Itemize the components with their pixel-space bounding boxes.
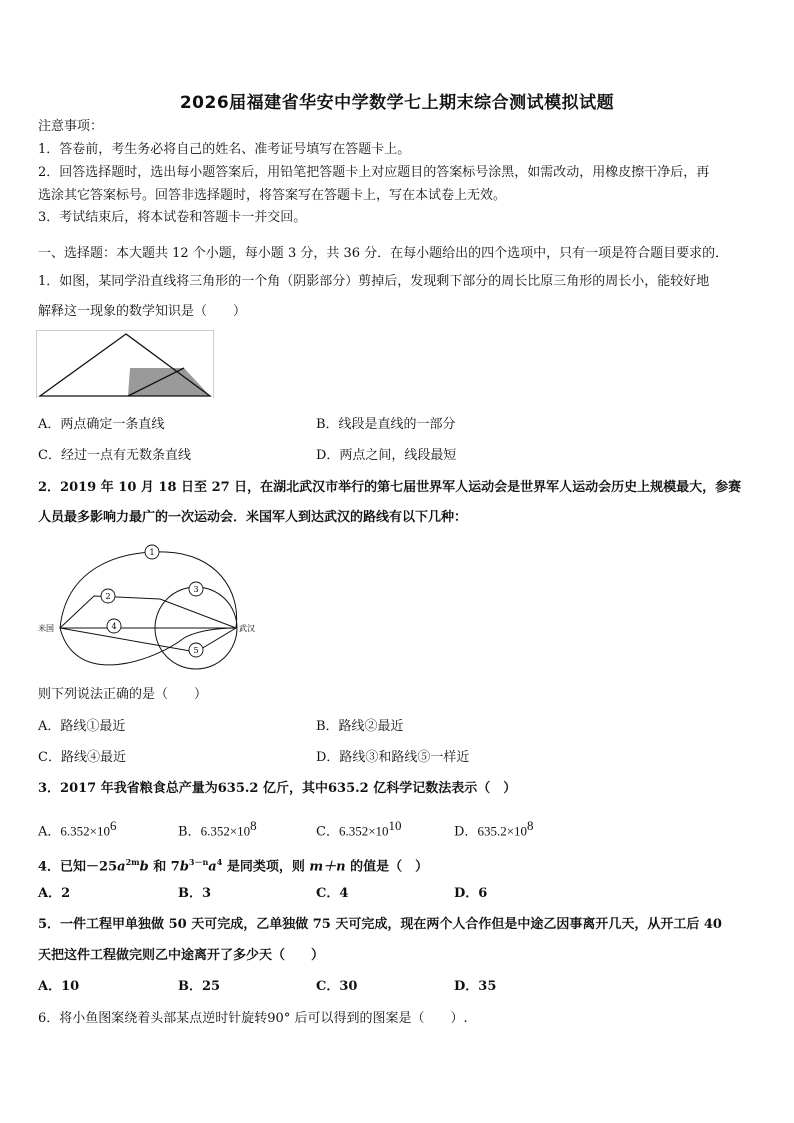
q3-option-b	[178, 817, 257, 841]
q2-option-b: B．路线②最近	[316, 719, 404, 734]
q4-stem	[38, 853, 428, 876]
q4-mid: 和 7	[148, 859, 180, 875]
q4-option-a: A．2	[38, 886, 71, 901]
q2-option-d: D．路线③和路线⑤一样近	[316, 750, 470, 765]
q1-stem-line2: 解释这一现象的数学知识是（ ）	[38, 304, 247, 319]
notice-item-2-cont: 选涂其它答案标号。回答非选择题时，将答案写在答题卡上，写在本试卷上无效。	[38, 188, 507, 203]
q4-exp-3-n: 3－n	[188, 857, 209, 867]
q4-option-c: C．4	[316, 886, 349, 901]
q1-option-c: C．经过一点有无数条直线	[38, 448, 191, 463]
q2-stem-line2: 人员最多影响力最广的一次运动会．米国军人到达武汉的路线有以下几种：	[38, 510, 468, 525]
route-4-label: 4	[111, 622, 117, 631]
q4-tail: 的值是（ ）	[345, 859, 429, 875]
q6-stem: 6．将小鱼图案绕着头部某点逆时针旋转90° 后可以得到的图案是（ ）.	[38, 1011, 468, 1026]
q5-option-a: A．10	[38, 979, 80, 994]
q2-question: 则下列说法正确的是（ ）	[38, 687, 208, 702]
q4-var-a1: a	[117, 859, 126, 875]
q4-var-a2: a	[208, 859, 217, 875]
q4-var-b2: b	[179, 859, 189, 875]
q3-option-b-label: B．	[178, 824, 201, 840]
q1-option-a: A．两点确定一条直线	[38, 417, 165, 432]
q4-mn: m＋n	[309, 859, 346, 875]
notice-item-2: 2．回答选择题时，选出每小题答案后，用铅笔把答题卡上对应题目的答案标号涂黑，如需改动，用橡皮擦干净后，再	[38, 165, 710, 180]
q3-option-a-base: 6.352×10	[60, 823, 110, 839]
q5-option-b: B．25	[178, 979, 221, 994]
q3-option-a-label: A．	[38, 824, 61, 840]
route-1-label: 1	[149, 548, 155, 557]
left-endpoint-label: 米国	[38, 624, 54, 633]
q4-suffix: 是同类项，则	[222, 859, 310, 875]
q3-option-b-exp: 8	[250, 818, 257, 833]
q4-option-b: B．3	[178, 886, 212, 901]
q3-option-c	[316, 817, 402, 841]
q3-option-d-label: D．	[454, 824, 478, 840]
q5-stem-line1: 5．一件工程甲单独做 50 天可完成，乙单独做 75 天可完成，现在两个人合作但是中途乙因事离开几天，从开工后 40	[38, 917, 722, 932]
route-4-curve	[60, 628, 236, 665]
q4-exp-4: 4	[216, 857, 223, 867]
q3-option-a	[38, 817, 116, 841]
q4-option-d: D．6	[454, 886, 488, 901]
q1-stem-line1: 1．如图，某同学沿直线将三角形的一个角（阴影部分）剪掉后，发现剩下部分的周长比原三角形的周长小，能较好地	[38, 274, 710, 289]
q4-var-b1: b	[139, 859, 149, 875]
section-heading: 一、选择题：本大题共 12 个小题，每小题 3 分，共 36 分．在每小题给出的四个选项中，只有一项是符合题目要求的．	[38, 246, 729, 261]
route-3-label: 3	[193, 585, 199, 594]
q3-option-d-base: 635.2×10	[477, 823, 528, 839]
q2-option-a: A．路线①最近	[38, 719, 126, 734]
q4-prefix: 4．已知－25	[38, 859, 118, 875]
page-title: 2026届福建省华安中学数学七上期末综合测试模拟试题	[179, 93, 615, 113]
q5-option-c: C．30	[316, 979, 358, 994]
notice-item-3: 3．考试结束后，将本试卷和答题卡一并交回。	[38, 210, 307, 225]
route-5-path-a	[60, 628, 196, 652]
shaded-corner	[128, 368, 210, 396]
q2-option-c: C．路线④最近	[38, 750, 126, 765]
q3-option-a-exp: 6	[109, 818, 117, 833]
q3-option-c-exp: 10	[388, 818, 402, 833]
q5-option-d: D．35	[454, 979, 497, 994]
q3-stem: 3．2017 年我省粮食总产量为635.2 亿斤，其中635.2 亿科学记数法表示（ ）	[38, 781, 517, 796]
q1-triangle-figure	[36, 330, 216, 402]
q3-option-c-label: C．	[316, 824, 339, 840]
q1-option-d: D．两点之间，线段最短	[316, 448, 457, 463]
q5-stem-line2: 天把这件工程做完则乙中途离开了多少天（ ）	[38, 948, 325, 963]
q1-option-b: B．线段是直线的一部分	[316, 417, 456, 432]
right-endpoint-label: 武汉	[239, 624, 255, 633]
notice-item-1: 1．答卷前，考生务必将自己的姓名、准考证号填写在答题卡上。	[38, 142, 411, 157]
q2-stem-line1: 2．2019 年 10 月 18 日至 27 日，在湖北武汉市举行的第七届世界军人运动会是世界军人运动会历史上规模最大，参赛	[38, 480, 742, 495]
q3-option-b-base: 6.352×10	[200, 823, 251, 839]
q3-option-c-base: 6.352×10	[338, 823, 389, 839]
q3-option-d	[454, 817, 534, 841]
q4-exp-2m: 2m	[125, 857, 140, 867]
q3-option-d-exp: 8	[527, 818, 534, 833]
route-2-label: 2	[105, 592, 111, 601]
route-5-label: 5	[193, 646, 199, 655]
notice-heading: 注意事项：	[38, 119, 104, 134]
route-2-path	[60, 596, 236, 628]
q2-route-figure	[36, 540, 266, 670]
